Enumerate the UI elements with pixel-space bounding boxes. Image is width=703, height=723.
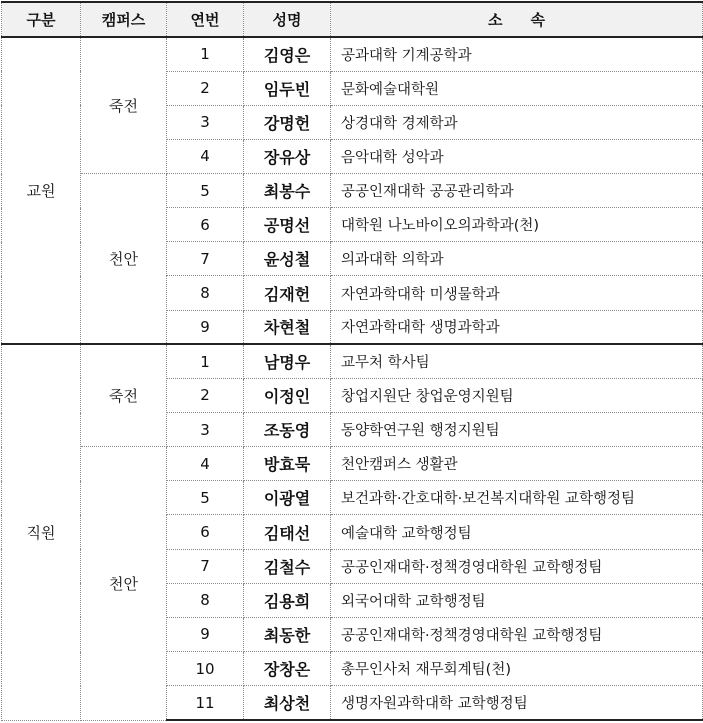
header-name: 성명	[244, 2, 331, 37]
name-cell: 공명선	[244, 208, 331, 242]
number-cell: 6	[167, 208, 244, 242]
affiliation-cell: 보건과학·간호대학·보건복지대학원 교학행정팀	[331, 481, 703, 515]
affiliation-cell: 생명자원과학대학 교학행정팀	[331, 686, 703, 720]
affiliation-cell: 창업지원단 창업운영지원팀	[331, 378, 703, 412]
name-cell: 장유상	[244, 139, 331, 173]
name-cell: 남명우	[244, 344, 331, 378]
header-number: 연번	[167, 2, 244, 37]
roster-table	[1, 1, 703, 721]
affiliation-cell: 공과대학 기계공학과	[331, 37, 703, 71]
name-cell: 최봉수	[244, 174, 331, 208]
name-cell: 김영은	[244, 37, 331, 71]
campus-cell: 천안	[81, 447, 167, 720]
name-cell: 강명헌	[244, 105, 331, 139]
name-cell: 최동한	[244, 617, 331, 651]
name-cell: 윤성철	[244, 242, 331, 276]
number-cell: 10	[167, 652, 244, 686]
number-cell: 9	[167, 310, 244, 344]
number-cell: 3	[167, 413, 244, 447]
affiliation-cell: 대학원 나노바이오의과학과(천)	[331, 208, 703, 242]
header-category: 구분	[2, 2, 81, 37]
affiliation-cell: 공공인재대학·정책경영대학원 교학행정팀	[331, 549, 703, 583]
header-campus: 캠퍼스	[81, 2, 167, 37]
number-cell: 3	[167, 105, 244, 139]
campus-cell: 죽전	[81, 37, 167, 174]
affiliation-cell: 문화예술대학원	[331, 71, 703, 105]
number-cell: 2	[167, 71, 244, 105]
table-row	[2, 37, 703, 71]
number-cell: 1	[167, 344, 244, 378]
affiliation-cell: 상경대학 경제학과	[331, 105, 703, 139]
category-cell: 교원	[2, 37, 81, 344]
affiliation-cell: 예술대학 교학행정팀	[331, 515, 703, 549]
number-cell: 7	[167, 549, 244, 583]
number-cell: 6	[167, 515, 244, 549]
affiliation-cell: 동양학연구원 행정지원팀	[331, 413, 703, 447]
number-cell: 7	[167, 242, 244, 276]
number-cell: 5	[167, 174, 244, 208]
name-cell: 조동영	[244, 413, 331, 447]
name-cell: 최상천	[244, 686, 331, 720]
name-cell: 차현철	[244, 310, 331, 344]
name-cell: 김태선	[244, 515, 331, 549]
campus-cell: 죽전	[81, 344, 167, 446]
name-cell: 방효묵	[244, 447, 331, 481]
number-cell: 11	[167, 686, 244, 720]
affiliation-cell: 자연과학대학 생명과학과	[331, 310, 703, 344]
campus-cell: 천안	[81, 174, 167, 345]
roster-body	[2, 37, 703, 720]
number-cell: 9	[167, 617, 244, 651]
category-cell: 직원	[2, 344, 81, 720]
number-cell: 8	[167, 583, 244, 617]
name-cell: 이정인	[244, 378, 331, 412]
name-cell: 김재헌	[244, 276, 331, 310]
name-cell: 김용희	[244, 583, 331, 617]
affiliation-cell: 음악대학 성악과	[331, 139, 703, 173]
number-cell: 4	[167, 447, 244, 481]
header-affiliation: 소속	[331, 2, 703, 37]
affiliation-cell: 공공인재대학 공공관리학과	[331, 174, 703, 208]
header-row	[2, 2, 703, 37]
table-row	[2, 447, 703, 481]
affiliation-cell: 공공인재대학·정책경영대학원 교학행정팀	[331, 617, 703, 651]
affiliation-cell: 외국어대학 교학행정팀	[331, 583, 703, 617]
affiliation-cell: 의과대학 의학과	[331, 242, 703, 276]
table-row	[2, 344, 703, 378]
affiliation-cell: 교무처 학사팀	[331, 344, 703, 378]
number-cell: 8	[167, 276, 244, 310]
table-row	[2, 174, 703, 208]
affiliation-cell: 총무인사처 재무회계팀(천)	[331, 652, 703, 686]
affiliation-cell: 천안캠퍼스 생활관	[331, 447, 703, 481]
number-cell: 5	[167, 481, 244, 515]
name-cell: 임두빈	[244, 71, 331, 105]
name-cell: 이광열	[244, 481, 331, 515]
name-cell: 김철수	[244, 549, 331, 583]
number-cell: 2	[167, 378, 244, 412]
number-cell: 1	[167, 37, 244, 71]
number-cell: 4	[167, 139, 244, 173]
affiliation-cell: 자연과학대학 미생물학과	[331, 276, 703, 310]
name-cell: 장창온	[244, 652, 331, 686]
